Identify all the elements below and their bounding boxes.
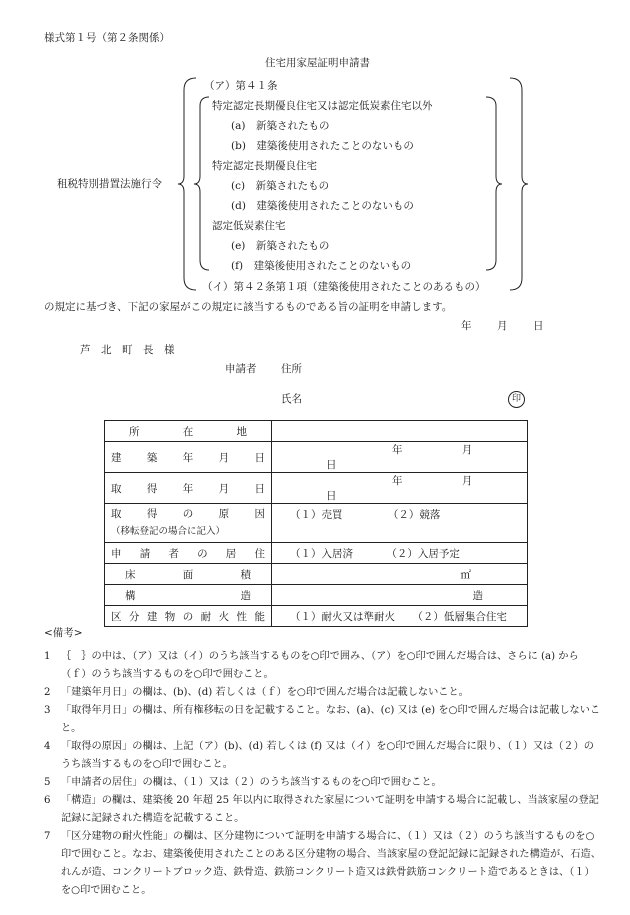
note-number: 4 bbox=[44, 741, 51, 752]
property-table bbox=[104, 420, 528, 627]
note-text: 「区分建物の耐火性能」の欄は、区分建物について証明を申請する場合に、（１）又は（２）のうち該当するものを○印で囲むこと。なお、建築後使用されたことのある区分建物の場合、当該家屋の登記記録に記録された構造が、石造、れんが造、コンクリートブロック造、鉄骨造、鉄筋コンクリート造又は鉄骨鉄筋コンクリート造であるときは、（１）を○印で囲むこと。 bbox=[61, 831, 601, 896]
clause-e-new: (e) 新築されたもの bbox=[231, 240, 330, 252]
clause-a: （ア）第４１条 bbox=[204, 80, 278, 92]
note-text: 「取得の原因」の欄は、上記（ア）(b)、(d) 若しくは (f) 又は（イ）を○印で囲んだ場合に限り、（１）又は（２）のうち該当するものを○印で囲むこと。 bbox=[61, 741, 594, 770]
note-item bbox=[44, 738, 604, 774]
note-number: 2 bbox=[44, 687, 51, 698]
clause-d-unused: (d) 建築後使用されたことのないもの bbox=[231, 200, 414, 212]
clause-c-new: (c) 新築されたもの bbox=[231, 180, 330, 192]
addressee: 芦 北 町 長 様 bbox=[80, 344, 175, 356]
note-number: 1 bbox=[44, 651, 51, 662]
residence-option-1[interactable]: （１）入居済 bbox=[290, 547, 353, 560]
date-month: 月 bbox=[497, 320, 508, 332]
clause-f-unused: (f) 建築後使用されたことのないもの bbox=[231, 260, 412, 272]
clause-b-unused: (b) 建築後使用されたことのないもの bbox=[231, 140, 414, 152]
note-number: 7 bbox=[44, 831, 51, 842]
note-item bbox=[44, 648, 604, 684]
table-row-fire bbox=[105, 606, 528, 627]
request-sentence: の規定に基づき、下記の家屋がこの規定に該当するものである旨の証明を申請します。 bbox=[44, 301, 453, 313]
note-item bbox=[44, 684, 604, 702]
built-date-value[interactable]: 年 月 日 bbox=[272, 442, 528, 473]
structure-label: 構造 bbox=[125, 589, 251, 602]
note-number: 3 bbox=[44, 705, 51, 716]
clause-group3-title: 認定低炭素住宅 bbox=[212, 220, 286, 232]
applicant-label: 申請者 bbox=[225, 363, 257, 375]
form-number: 様式第１号（第２条関係） bbox=[44, 32, 170, 44]
floor-area-label: 床面積 bbox=[125, 568, 251, 581]
page-title: 住宅用家屋証明申請書 bbox=[265, 57, 370, 69]
note-text: ｛ ｝の中は、（ア）又は（イ）のうち該当するものを○印で囲み、（ア）を○印で囲んだ場合は、さらに (a) から（ｆ）のうち該当するものを○印で囲むこと。 bbox=[61, 651, 579, 680]
floor-area-value[interactable]: ㎡ bbox=[272, 564, 528, 585]
note-item bbox=[44, 702, 604, 738]
note-text: 「申請者の居住」の欄は、（１）又は（２）のうち該当するものを○印で囲むこと。 bbox=[61, 777, 442, 788]
table-row-built-date bbox=[105, 442, 528, 473]
clause-i: （イ）第４２条第１項（建築後使用されたことのあるもの） bbox=[202, 281, 486, 293]
acquired-date-value[interactable]: 年 月 日 bbox=[272, 473, 528, 504]
notes-heading: <備考> bbox=[44, 627, 83, 639]
residence-option-2[interactable]: （２）入居予定 bbox=[386, 547, 460, 560]
table-row-structure bbox=[105, 585, 528, 606]
law-name: 租税特別措置法施行令 bbox=[57, 178, 162, 190]
acquired-date-label: 取得年月日 bbox=[111, 482, 265, 495]
note-text: 「建築年月日」の欄は、(b)、(d) 若しくは（ｆ）を○印で囲んだ場合は記載しないこと。 bbox=[61, 687, 469, 698]
table-row-residence bbox=[105, 543, 528, 564]
table-row-location bbox=[105, 421, 528, 442]
note-text: 「構造」の欄は、建築後 20 年超 25 年以内に取得された家屋について証明を申請する場合に記載し、当該家屋の登記記録に記録された構造を記載すること。 bbox=[61, 795, 599, 824]
built-date-label: 建築年月日 bbox=[111, 451, 265, 464]
clause-group2-title: 特定認定長期優良住宅 bbox=[212, 160, 317, 172]
notes-list bbox=[44, 648, 604, 900]
date-day: 日 bbox=[533, 320, 544, 332]
table-row-acquired-date bbox=[105, 473, 528, 504]
cause-label: 取得の原因 bbox=[111, 508, 265, 520]
fire-option-1[interactable]: （１）耐火又は準耐火 bbox=[290, 610, 395, 623]
clause-group1-title: 特定認定長期優良住宅又は認定低炭素住宅以外 bbox=[212, 100, 433, 112]
structure-value[interactable]: 造 bbox=[272, 585, 528, 606]
note-item bbox=[44, 792, 604, 828]
table-row-cause bbox=[105, 504, 528, 543]
cause-option-2[interactable]: （２）競落 bbox=[387, 509, 441, 521]
clause-a-new: (a) 新築されたもの bbox=[231, 120, 330, 132]
address-label: 住所 bbox=[281, 363, 302, 375]
cause-option-1[interactable]: （１）売買 bbox=[290, 509, 343, 521]
cause-note: （移転登記の場合に記入） bbox=[111, 526, 226, 537]
residence-label: 申請者の居住 bbox=[111, 547, 265, 560]
note-item bbox=[44, 774, 604, 792]
table-row-floor-area bbox=[105, 564, 528, 585]
name-label: 氏名 bbox=[281, 393, 302, 405]
note-text: 「取得年月日」の欄は、所有権移転の日を記載すること。なお、(a)、(c) 又は (e) を○印で囲んだ場合は記載しないこと。 bbox=[61, 705, 601, 734]
note-number: 6 bbox=[44, 795, 51, 806]
location-label: 所在地 bbox=[129, 425, 247, 438]
location-value[interactable] bbox=[272, 421, 528, 442]
seal-mark: 印 bbox=[508, 391, 525, 408]
date-year: 年 bbox=[461, 320, 472, 332]
note-number: 5 bbox=[44, 777, 51, 788]
note-item bbox=[44, 828, 604, 900]
fire-label: 区分建物の耐火性能 bbox=[111, 610, 265, 623]
fire-option-2[interactable]: （２）低層集合住宅 bbox=[412, 610, 507, 623]
